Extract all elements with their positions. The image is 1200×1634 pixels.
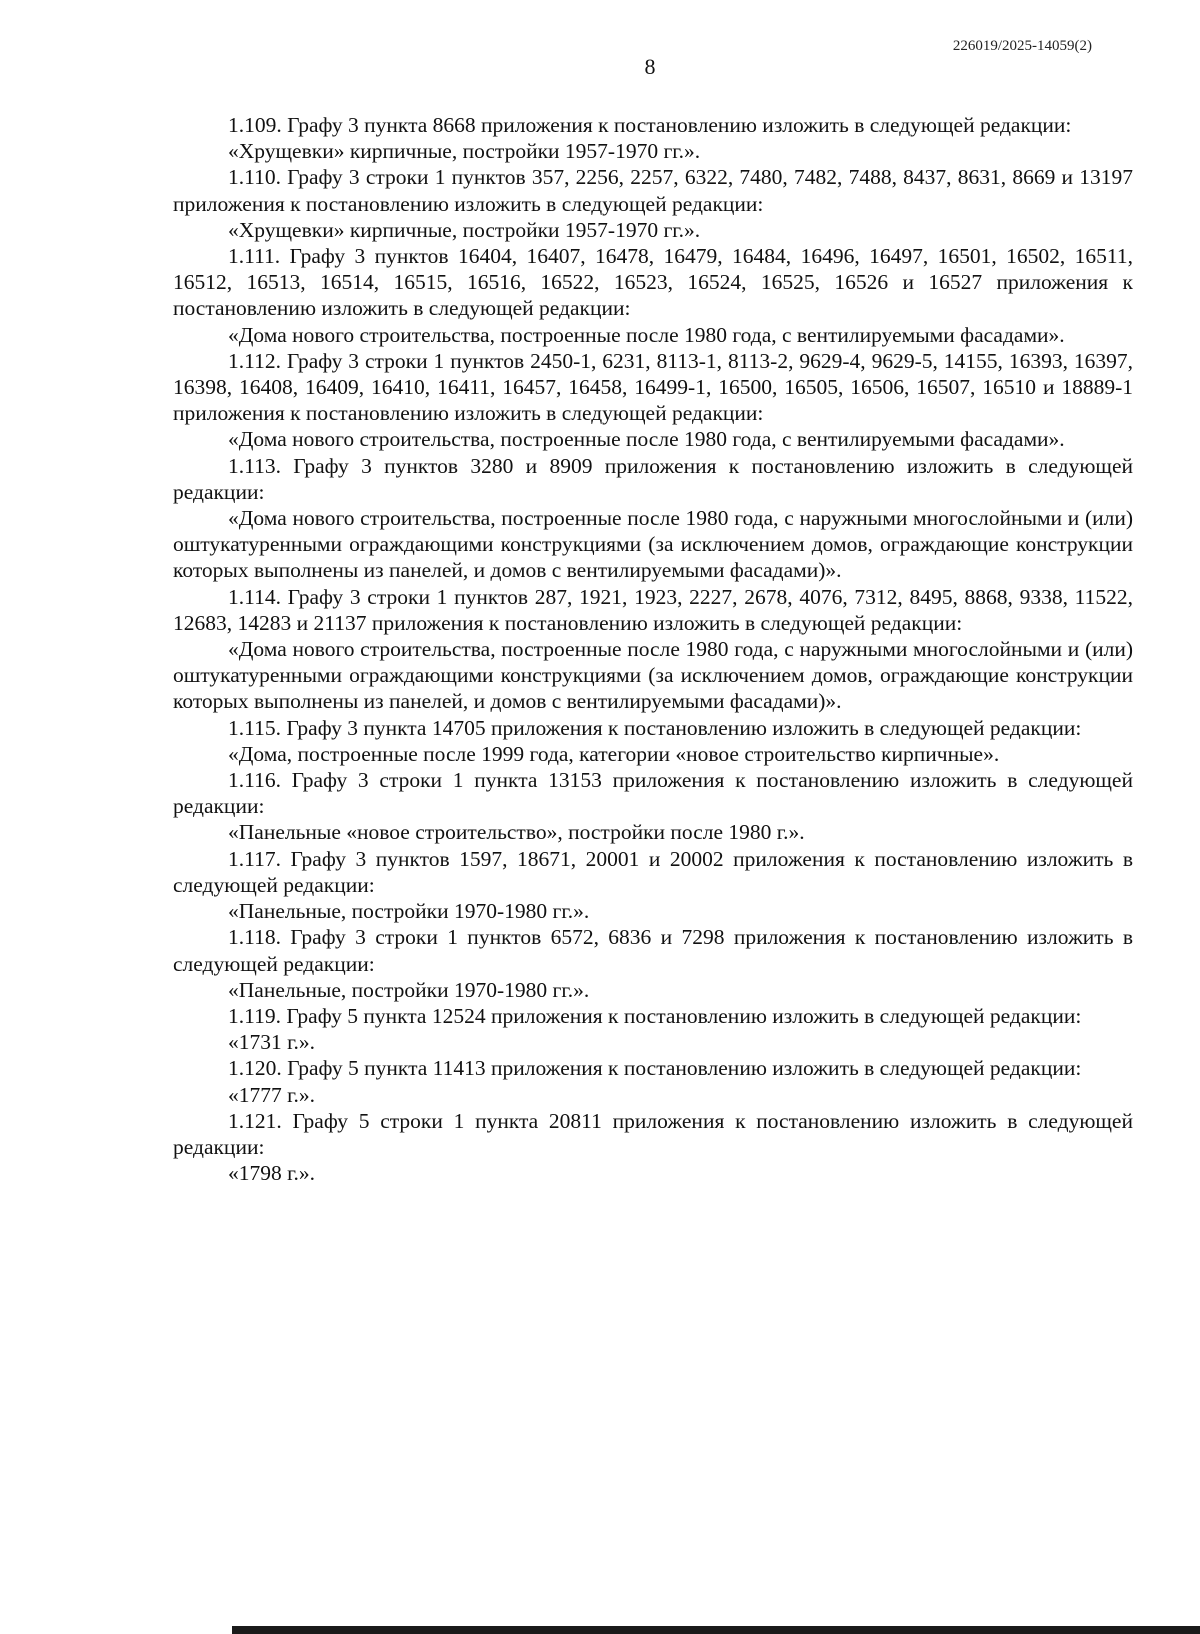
quote-1-111: «Дома нового строительства, построенные после 1980 года, с вентилируемыми фасадами». xyxy=(228,322,1065,347)
quote-1-116: «Панельные «новое строительство», постройки после 1980 г.». xyxy=(228,820,805,845)
paragraph-1-111: 1.111. Графу 3 пунктов 16404, 16407, 16478, 16479, 16484, 16496, 16497, 16501, 16502, 16511, 16512, 16513, 16514, 16515, 16516, 16522, 16523, 16524, 16525, 16526 и 16527 приложения к постановлению изложить в следующей редакции: xyxy=(173,244,1133,321)
quote-1-118: «Панельные, постройки 1970-1980 гг.». xyxy=(228,977,590,1002)
quote-1-115: «Дома, построенные после 1999 года, категории «новое строительство кирпичные». xyxy=(228,741,1000,766)
quote-1-119: «1731 г.». xyxy=(228,1030,316,1055)
paragraph-1-119: 1.119. Графу 5 пункта 12524 приложения к постановлению изложить в следующей редакции: xyxy=(228,1003,1082,1028)
quote-1-110: «Хрущевки» кирпичные, постройки 1957-1970 гг.». xyxy=(228,217,701,242)
quote-1-112: «Дома нового строительства, построенные после 1980 года, с вентилируемыми фасадами». xyxy=(228,427,1065,452)
quote-1-113: «Дома нового строительства, построенные после 1980 года, с наружными многослойными и (или) оштукатуренными ограждающими конструкциями (за исключением домов, ограждающие конструкции которых выполнены из панелей, и домов с вентилируемыми фасадами)». xyxy=(173,506,1133,583)
quote-1-114: «Дома нового строительства, построенные после 1980 года, с наружными многослойными и (или) оштукатуренными ограждающими конструкциями (за исключением домов, ограждающие конструкции которых выполнены из панелей, и домов с вентилируемыми фасадами)». xyxy=(173,637,1133,714)
quote-1-121: «1798 г.». xyxy=(228,1161,316,1186)
paragraph-1-112: 1.112. Графу 3 строки 1 пунктов 2450-1, 6231, 8113-1, 8113-2, 9629-4, 9629-5, 14155, 16393, 16397, 16398, 16408, 16409, 16410, 16411, 16457, 16458, 16499-1, 16500, 16505, 16506, 16507, 16510 и 18889-1 приложения к постановлению изложить в следующей редакции: xyxy=(173,348,1133,426)
document-registration-number: 226019/2025-14059(2) xyxy=(952,38,1092,54)
scan-bottom-edge-divider xyxy=(232,1626,1200,1634)
paragraph-1-109: 1.109. Графу 3 пункта 8668 приложения к постановлению изложить в следующей редакции: xyxy=(228,113,1072,137)
paragraph-1-115: 1.115. Графу 3 пункта 14705 приложения к постановлению изложить в следующей редакции: xyxy=(228,715,1082,740)
paragraph-1-118: 1.118. Графу 3 строки 1 пунктов 6572, 6836 и 7298 приложения к постановлению изложить в следующей редакции: xyxy=(173,925,1133,976)
paragraph-1-113: 1.113. Графу 3 пунктов 3280 и 8909 приложения к постановлению изложить в следующей редакции: xyxy=(173,453,1133,504)
document-body xyxy=(173,112,1133,1186)
paragraph-1-117: 1.117. Графу 3 пунктов 1597, 18671, 20001 и 20002 приложения к постановлению изложить в следующей редакции: xyxy=(173,846,1133,897)
paragraph-1-116: 1.116. Графу 3 строки 1 пункта 13153 приложения к постановлению изложить в следующей редакции: xyxy=(173,768,1133,819)
paragraph-1-120: 1.120. Графу 5 пункта 11413 приложения к постановлению изложить в следующей редакции: xyxy=(228,1056,1082,1081)
paragraph-1-110: 1.110. Графу 3 строки 1 пунктов 357, 2256, 2257, 6322, 7480, 7482, 7488, 8437, 8631, 8669 и 13197 приложения к постановлению изложить в следующей редакции: xyxy=(173,165,1133,216)
paragraph-1-121: 1.121. Графу 5 строки 1 пункта 20811 приложения к постановлению изложить в следующей редакции: xyxy=(173,1108,1133,1159)
page-number: 8 xyxy=(644,54,656,79)
paragraph-1-114: 1.114. Графу 3 строки 1 пунктов 287, 1921, 1923, 2227, 2678, 4076, 7312, 8495, 8868, 9338, 11522, 12683, 14283 и 21137 приложения к постановлению изложить в следующей редакции: xyxy=(173,584,1133,635)
quote-1-109: «Хрущевки» кирпичные, постройки 1957-1970 гг.». xyxy=(228,139,701,164)
quote-1-117: «Панельные, постройки 1970-1980 гг.». xyxy=(228,899,590,924)
quote-1-120: «1777 г.». xyxy=(228,1082,316,1107)
